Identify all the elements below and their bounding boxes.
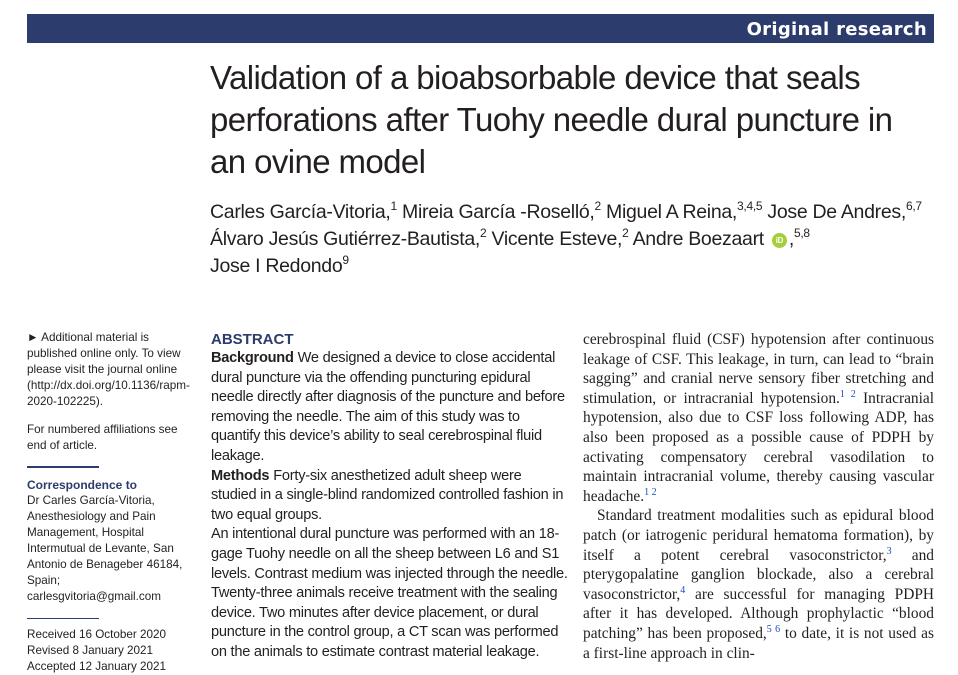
sidebar-divider (27, 466, 99, 468)
affiliation-ref: 2 (480, 226, 487, 240)
affiliation-ref: 1 (390, 199, 397, 213)
accepted-date: Accepted 12 January 2021 (27, 660, 167, 673)
author-name[interactable]: Jose De Andres, (767, 201, 906, 223)
revised-date: Revised 8 January 2021 (27, 644, 154, 657)
received-date: Received 16 October 2020 (27, 628, 167, 641)
citation-link[interactable]: 3 (886, 545, 892, 557)
body-text-span: Standard treatment modalities such as epidural blood patch (or iatrogenic peridural hematoma formation), by itself a potent cerebral vasoconstrictor, (583, 507, 934, 564)
citation-link[interactable]: 1 2 (839, 388, 856, 400)
article-sidebar (27, 330, 197, 675)
affiliation-ref: 2 (622, 226, 629, 240)
body-text-span: cerebrospinal fluid (CSF) hypotension after continuous leakage of CSF. This leakage, in turn, can lead to “brain sagging” and cranial nerve sensory fiber stretching and stimulation, or intracranial hypotension. (583, 331, 934, 407)
citation-link[interactable]: 4 (680, 584, 686, 596)
body-text-span: and pterygopalatine ganglion blockade, also a cerebral vasoconstrictor, (583, 546, 934, 603)
affiliation-ref: 6,7 (905, 199, 922, 213)
body-text-span: are successful for managing PDPH after it has developed. Although prophylactic “blood patching” has been proposed, (583, 585, 934, 642)
article-body (583, 330, 934, 663)
methods-text: Forty-six anesthetized adult sheep were studied in a single-blind randomized controlled fashion in two equal groups. (211, 467, 564, 523)
correspondence-heading: Correspondence to (27, 477, 138, 492)
background-text: We designed a device to close accidental dural puncture via the offending puncturing epidural needle directly after diagnosis of the puncture and before removing the needle. The aim of this study was to quantify this device’s ability to seal cerebrospinal fluid leakage. (211, 350, 565, 464)
affiliation-ref: 3,4,5 (737, 199, 763, 213)
journal-header-bar (27, 14, 934, 43)
abstract (211, 330, 568, 663)
abstract-methods (211, 467, 568, 526)
author-list: Carles García-Vitoria,$^1$ Mireia García -Roselló,$^2$ Miguel A Reina,$^{3,4,5}$ Jose De Andres,$^{6,7}$ Álvaro Jesús Gutiérrez-Bautista,$^2$ Vicente Esteve,$^2$ Andre Boezaart iD ,$^{5,8}$ Jose I Redondo$^9$ (210, 199, 922, 277)
affiliation-ref: 5,8 (794, 226, 810, 240)
orcid-icon[interactable]: iD (772, 233, 787, 248)
author-name[interactable]: Mireia García -Roselló, (402, 201, 595, 223)
body-text-span: to date, it is not used as a first-line approach in clin- (583, 624, 934, 662)
affiliations-note: For numbered affiliations see end of article. (27, 423, 178, 452)
supplementary-note[interactable]: ► Additional material is published online only. To view please visit the journal online (http://dx.doi.org/10.1136/rapm-2020-102225). (27, 331, 190, 408)
correspondence-details[interactable]: Dr Carles García-Vitoria, Anesthesiology and Pain Management, Hospital Intermutual de Levante, San Antonio de Benageber 46184, Spain; carlesgvitoria@gmail.com (27, 493, 183, 603)
body-text-span: Intracranial hypotension, also due to CSF loss following ADP, has also been proposed as a possible cause of PDPH by activating compensatory cerebral vasodilation to maintain intracranial volume, thereby causing vascular headache. (583, 389, 934, 505)
author-name[interactable]: Álvaro Jesús Gutiérrez-Bautista, (210, 228, 481, 250)
affiliation-ref: 9 (342, 253, 349, 267)
sidebar-divider (27, 618, 99, 620)
body-paragraph (583, 330, 934, 506)
author-name[interactable]: Jose I Redondo (210, 255, 343, 277)
background-label: Background (211, 350, 294, 366)
author-name[interactable]: Miguel A Reina, (606, 201, 738, 223)
citation-link[interactable]: 1 2 (644, 486, 657, 498)
author-name[interactable]: Andre Boezaart (632, 228, 764, 250)
affiliation-ref: 2 (594, 199, 601, 213)
author-name[interactable]: Vicente Esteve, (491, 228, 623, 250)
citation-link[interactable]: 5 6 (766, 623, 781, 635)
abstract-methods-continued: An intentional dural puncture was performed with an 18-gage Tuohy needle on all the sheep between L6 and S1 levels. Contrast medium was injected through the needle. Twenty-three animals receive treatment with the sealing device. Two minutes after device placement, or dural puncture in the control group, a CT scan was performed on the animals to estimate contrast material leakage. (211, 526, 568, 660)
body-paragraph (583, 506, 934, 663)
article-type-label: Original research (746, 19, 927, 40)
article-title: Validation of a bioabsorbable device that seals perforations after Tuohy needle dural puncture in an ovine model (210, 59, 893, 180)
methods-label: Methods (211, 467, 270, 484)
abstract-heading: ABSTRACT (211, 331, 294, 348)
author-name[interactable]: Carles García-Vitoria, (210, 201, 391, 223)
abstract-background (211, 349, 568, 467)
